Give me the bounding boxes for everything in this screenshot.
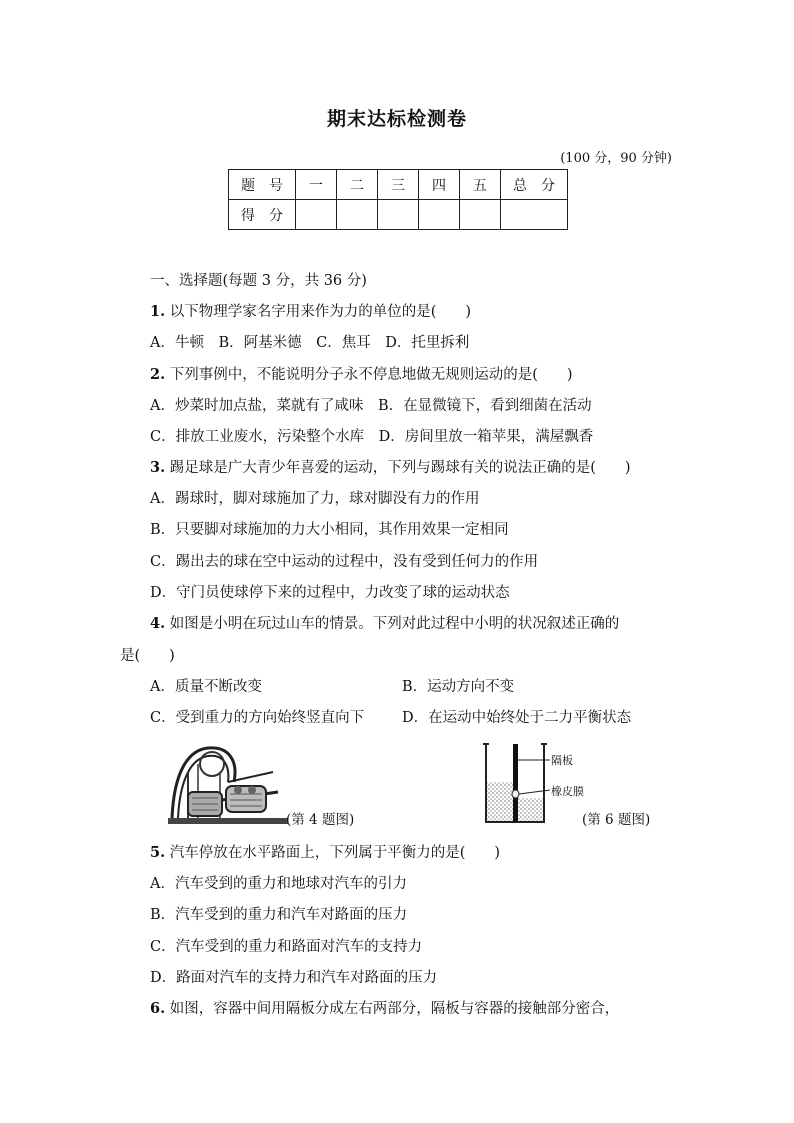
- question-5: [150, 843, 500, 863]
- section-heading: 一、选择题(每题 3 分，共 36 分): [150, 273, 367, 289]
- question-stem: 如图是小明在玩过山车的情景。下列对此过程中小明的状况叙述正确的: [169, 616, 620, 632]
- rubber-membrane-label: 橡皮膜: [551, 785, 584, 798]
- question-5-option-a: A．汽车受到的重力和地球对汽车的引力: [150, 876, 407, 892]
- score-entry-cell: [460, 200, 501, 230]
- question-number: 5.: [150, 844, 166, 861]
- question-1: [150, 302, 471, 322]
- question-3-option-b: B．只要脚对球施加的力大小相同，其作用效果一定相同: [150, 522, 509, 538]
- question-5-option-b: B．汽车受到的重力和汽车对路面的压力: [150, 907, 408, 923]
- table-cell: 一: [296, 170, 337, 200]
- question-4-stem-continued: 是( ): [120, 648, 175, 664]
- question-5-option-c: C．汽车受到的重力和路面对汽车的支持力: [150, 939, 423, 955]
- score-entry-cell: [337, 200, 378, 230]
- question-6: [150, 999, 619, 1019]
- table-cell: 五: [460, 170, 501, 200]
- question-4-option-d: D．在运动中始终处于二力平衡状态: [402, 710, 632, 726]
- table-cell: 四: [419, 170, 460, 200]
- table-cell: 三: [378, 170, 419, 200]
- question-number: 6.: [150, 1000, 166, 1017]
- score-table: [228, 169, 568, 230]
- question-3-option-d: D．守门员使球停下来的过程中，力改变了球的运动状态: [150, 585, 510, 601]
- question-stem: 踢足球是广大青少年喜爱的运动，下列与踢球有关的说法正确的是( ): [169, 460, 631, 476]
- question-3-option-a: A．踢球时，脚对球施加了力，球对脚没有力的作用: [150, 491, 480, 507]
- question-3: [150, 458, 631, 478]
- question-2: [150, 365, 573, 385]
- question-number: 3.: [150, 459, 166, 476]
- question-2-options-ab: A．炒菜时加点盐，菜就有了咸味 B．在显微镜下，看到细菌在活动: [150, 398, 592, 414]
- question-4: [150, 614, 619, 634]
- table-cell: 得 分: [229, 200, 296, 230]
- partition-label: 隔板: [551, 754, 573, 767]
- score-entry-cell: [296, 200, 337, 230]
- question-4-option-c: C．受到重力的方向始终竖直向下: [150, 710, 365, 726]
- score-entry-cell: [378, 200, 419, 230]
- table-cell: 题 号: [229, 170, 296, 200]
- question-stem: 下列事例中，不能说明分子永不停息地做无规则运动的是( ): [169, 367, 573, 383]
- question-4-option-b: B．运动方向不变: [402, 679, 515, 695]
- question-3-option-c: C．踢出去的球在空中运动的过程中，没有受到任何力的作用: [150, 554, 539, 570]
- question-number: 1.: [150, 303, 166, 320]
- score-table-score-row: [229, 200, 568, 230]
- exam-info: (100 分，90 分钟): [560, 151, 672, 166]
- page-title: 期末达标检测卷: [326, 108, 467, 130]
- score-entry-cell: [419, 200, 460, 230]
- question-4-option-a: A．质量不断改变: [150, 679, 262, 695]
- question-stem: 以下物理学家名字用来作为力的单位的是( ): [169, 304, 472, 320]
- question-5-option-d: D．路面对汽车的支持力和汽车对路面的压力: [150, 970, 438, 986]
- table-cell: 二: [337, 170, 378, 200]
- question-stem: 汽车停放在水平路面上，下列属于平衡力的是( ): [169, 845, 501, 861]
- table-cell: 总 分: [501, 170, 568, 200]
- question-number: 4.: [150, 615, 166, 632]
- question-2-options-cd: C．排放工业废水，污染整个水库 D．房间里放一箱苹果，满屋飘香: [150, 429, 594, 445]
- question-number: 2.: [150, 366, 166, 383]
- roller-coaster-figure: [168, 742, 288, 824]
- question-1-options: A．牛顿 B．阿基米德 C．焦耳 D．托里拆利: [150, 335, 470, 351]
- figure-6-caption: (第 6 题图): [582, 812, 651, 828]
- score-entry-cell: [501, 200, 568, 230]
- question-stem: 如图，容器中间用隔板分成左右两部分，隔板与容器的接触部分密合，: [169, 1001, 620, 1017]
- figure-4-caption: (第 4 题图): [286, 812, 355, 828]
- score-table-header-row: [229, 170, 568, 200]
